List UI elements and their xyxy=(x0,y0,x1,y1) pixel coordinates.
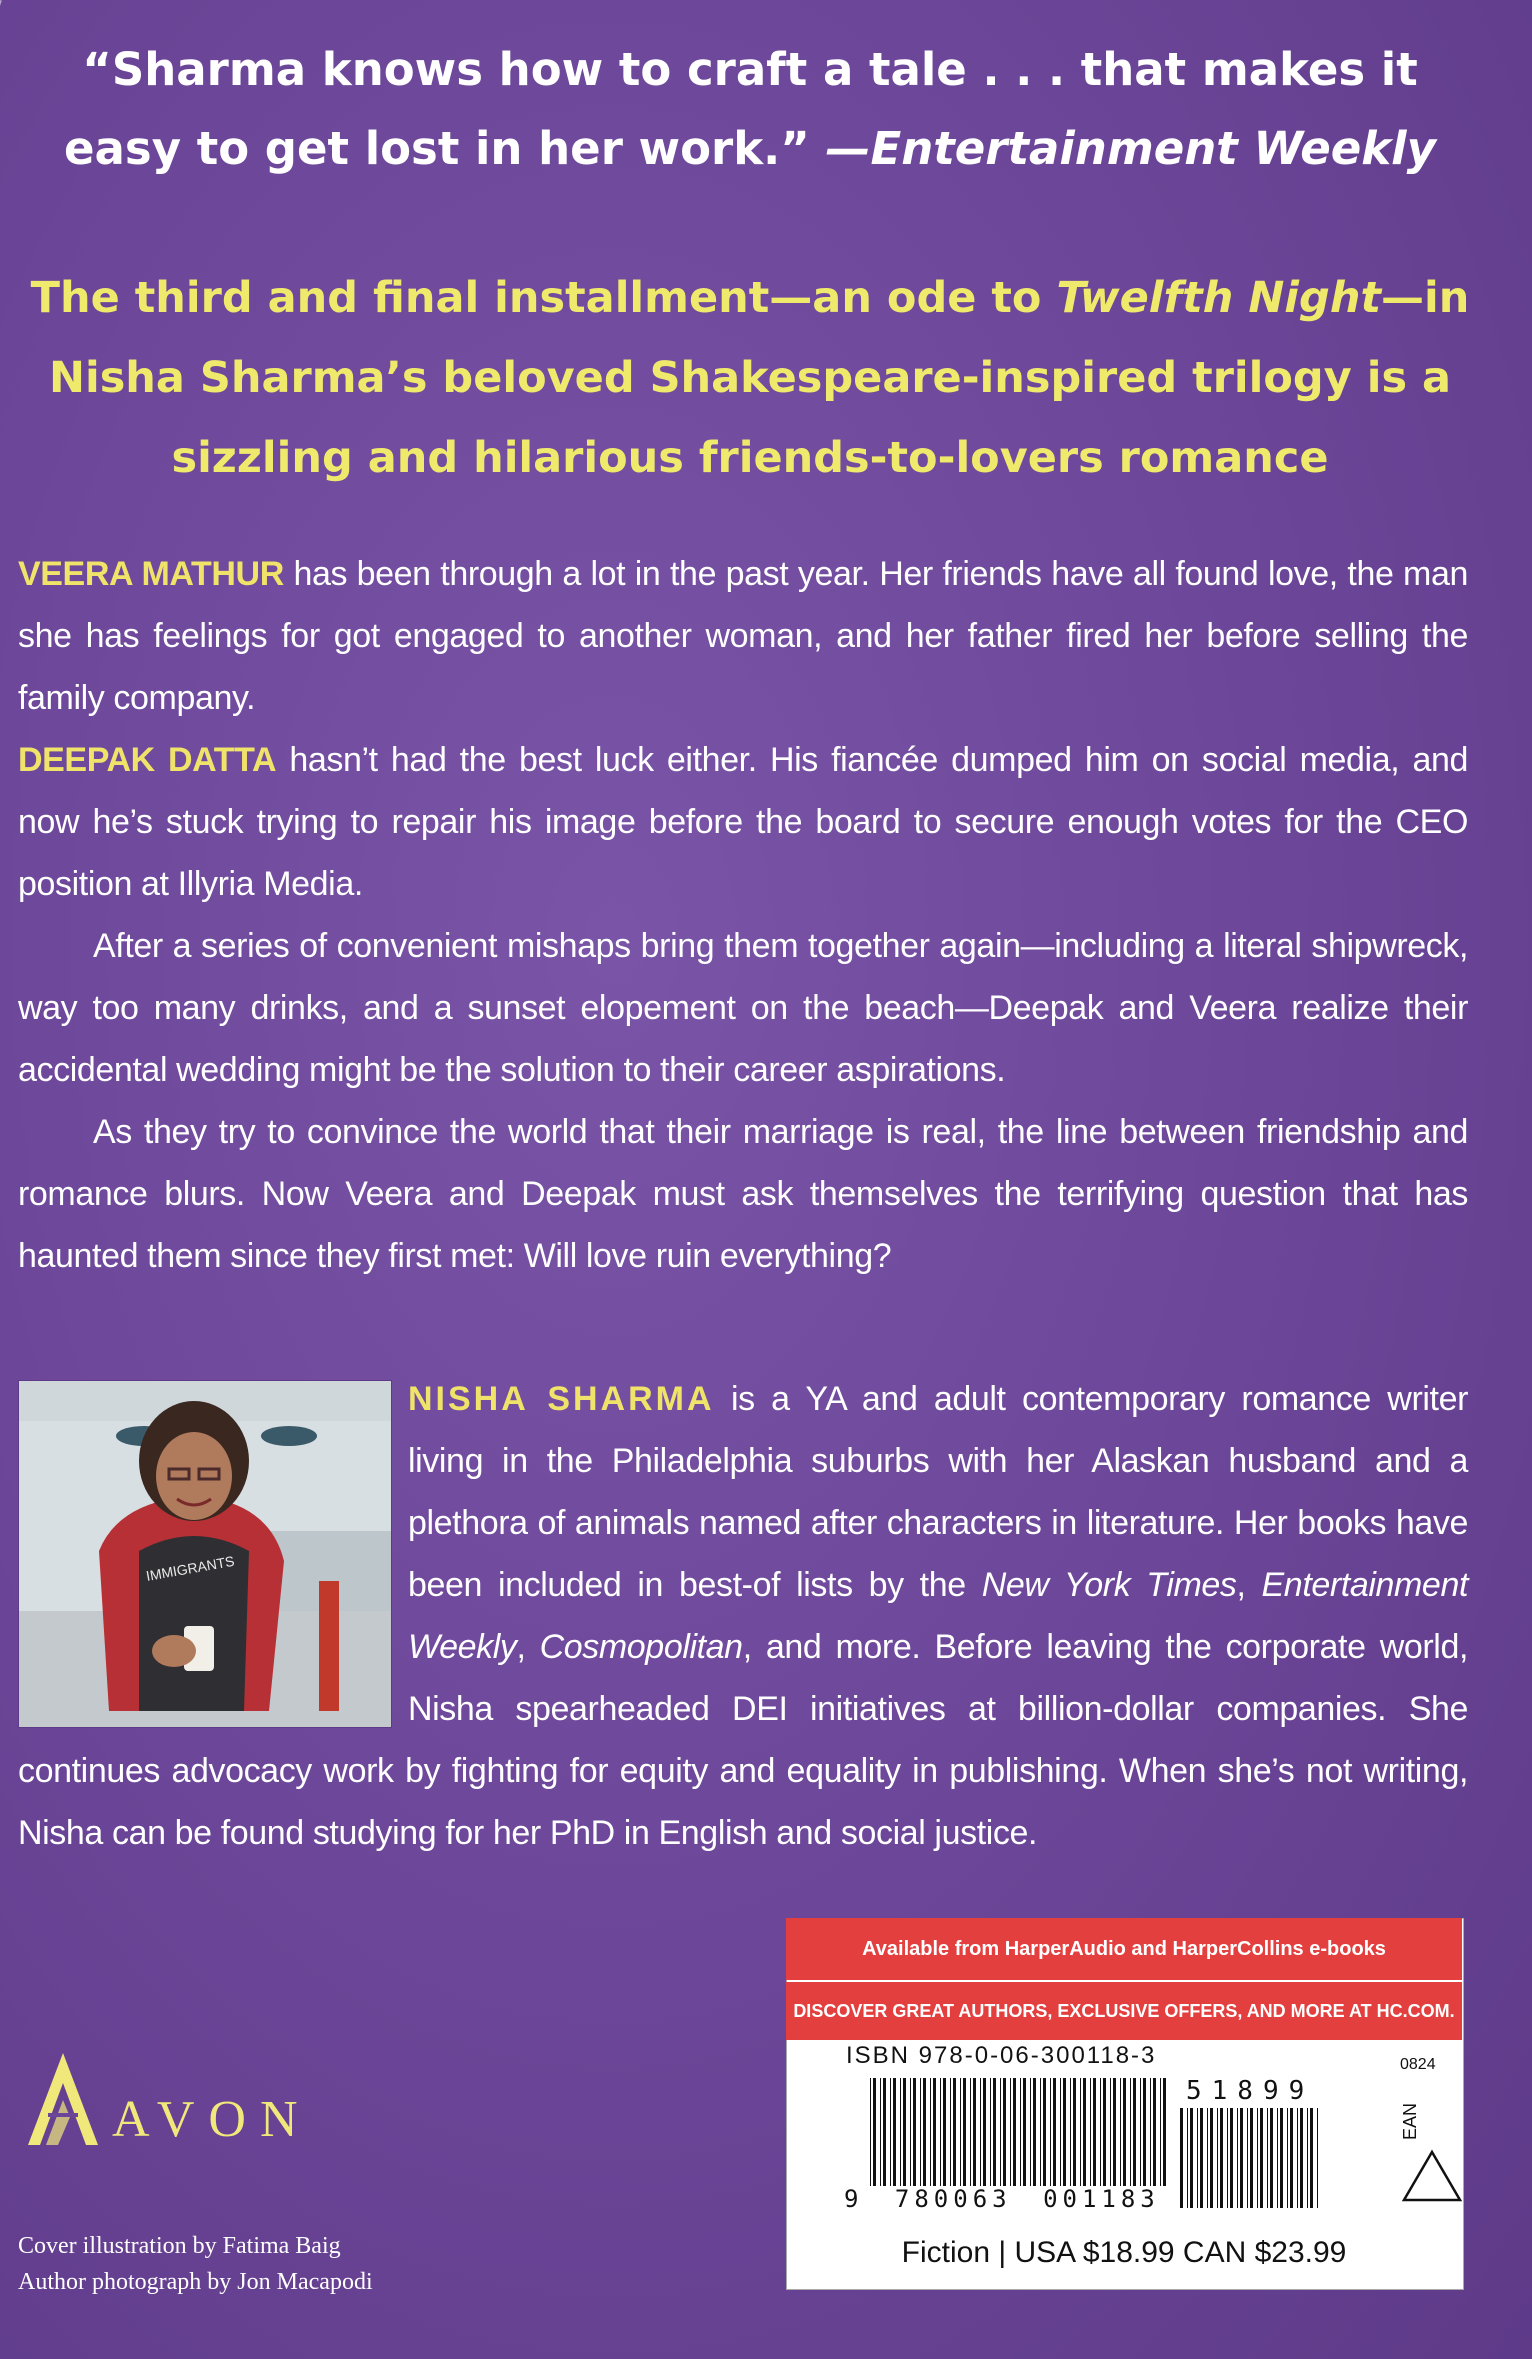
publication-cosmopolitan: Cosmopolitan xyxy=(539,1628,743,1666)
publication-nyt: New York Times xyxy=(981,1566,1237,1604)
barcode-bar xyxy=(1023,2078,1026,2186)
price-code: 0824 xyxy=(1400,2056,1436,2073)
barcode-digit-lead: 9 xyxy=(844,2185,864,2213)
description-para-2 xyxy=(18,729,1468,915)
barcode-bar xyxy=(1090,2078,1091,2186)
character-name-veera: VEERA MATHUR xyxy=(18,555,284,593)
description-para-3: After a series of convenient mishaps bring them together again—including a literal shipwreck, way too many drinks, and a sunset elopement on the beach—Deepak and Veera realize their accidental wedding might be the solution to their career aspirations. xyxy=(18,927,1468,1089)
barcode-bar xyxy=(1140,2078,1141,2186)
barcode-bar xyxy=(913,2078,916,2186)
barcode-bar xyxy=(1187,2108,1188,2208)
barcode-bar xyxy=(1317,2108,1318,2208)
barcode-bar xyxy=(1260,2108,1263,2208)
barcode-bar xyxy=(980,2078,981,2186)
barcode-bar xyxy=(1297,2108,1298,2208)
barcode-bar xyxy=(1153,2078,1156,2186)
barcode-bar xyxy=(1217,2108,1218,2208)
barcode-bar xyxy=(870,2078,871,2186)
barcode-bar xyxy=(1237,2108,1238,2208)
barcode-bar xyxy=(903,2078,906,2186)
barcode-bar xyxy=(1033,2078,1036,2186)
photo-credit: Author photograph by Jon Macapodi xyxy=(18,2269,373,2295)
addon-digits: 51899 xyxy=(1186,2076,1315,2106)
barcode-bar xyxy=(1220,2108,1223,2208)
barcode-bar xyxy=(973,2078,976,2186)
cover-crease xyxy=(0,0,2,179)
barcode-bar xyxy=(943,2078,946,2186)
barcode-bar xyxy=(1103,2078,1106,2186)
barcode-bar xyxy=(1197,2108,1198,2208)
price-line: Fiction | USA $18.99 CAN $23.99 xyxy=(901,2236,1347,2269)
barcode-bar xyxy=(1280,2108,1283,2208)
barcode-bar xyxy=(1003,2078,1006,2186)
discover-banner: DISCOVER GREAT AUTHORS, EXCLUSIVE OFFERS, AND MORE AT HC.COM. xyxy=(786,1982,1462,2040)
barcode-bar xyxy=(1257,2108,1258,2208)
barcode-bar xyxy=(883,2078,886,2186)
barcode-icon xyxy=(870,2078,1170,2188)
description-text-1: has been through a lot in the past year. Her friends have all found love, the man she has feelings for got engaged to another woman, and her father fired her before selling the family company. xyxy=(18,555,1469,717)
description-para-4: As they try to convince the world that their marriage is real, the line between friendship and romance blurs. Now Veera and Deepak must ask themselves the terrifying question that has haunted them since they first met: Will love ruin everything? xyxy=(18,1113,1468,1275)
barcode-bar xyxy=(1277,2108,1278,2208)
barcode-bar xyxy=(923,2078,926,2186)
barcode-bar xyxy=(963,2078,966,2186)
character-name-deepak: DEEPAK DATTA xyxy=(18,741,277,779)
credits xyxy=(18,2228,373,2300)
barcode-bar xyxy=(1160,2078,1161,2186)
barcode-bar xyxy=(1100,2078,1101,2186)
barcode-bar xyxy=(1300,2108,1303,2208)
review-source: —Entertainment Weekly xyxy=(825,122,1436,175)
barcode-bar xyxy=(1290,2108,1293,2208)
barcode-bar xyxy=(1010,2078,1011,2186)
barcode-bar xyxy=(983,2078,986,2186)
barcode-bar xyxy=(1247,2108,1248,2208)
barcode-bar xyxy=(1080,2078,1081,2186)
barcode-bar xyxy=(1200,2108,1203,2208)
barcode-bar xyxy=(970,2078,971,2186)
bio-text-2: , and more. Before leaving the corporate world, Nisha spearheaded DEI initiatives at billion-dollar companies. She continues advocacy work by fighting for equity and equality in publishing. When she’s not writing, Nisha can be found studying for her PhD in English and social justice. xyxy=(18,1628,1469,1852)
barcode-bar xyxy=(1163,2078,1166,2186)
barcode-bar xyxy=(880,2078,881,2186)
barcode-bar xyxy=(940,2078,941,2186)
barcode-bar xyxy=(933,2078,936,2186)
barcode-bar xyxy=(1083,2078,1086,2186)
barcode-bar xyxy=(1123,2078,1126,2186)
barcode-digits-group2: 001183 xyxy=(1043,2185,1160,2213)
book-description xyxy=(18,543,1468,1287)
barcode-bar xyxy=(1000,2078,1001,2186)
barcode-bar xyxy=(1030,2078,1031,2186)
bio-separator-1: , xyxy=(1236,1566,1262,1604)
description-text-2: hasn’t had the best luck either. His fiancée dumped him on social media, and now he’s stuck trying to repair his image before the board to secure enough votes for the CEO position at Illyria Media. xyxy=(18,741,1469,903)
barcode-bar xyxy=(893,2078,896,2186)
barcode-bar xyxy=(1210,2108,1213,2208)
tagline-title: Twelfth Night xyxy=(1056,273,1381,323)
barcode-bar xyxy=(890,2078,891,2186)
barcode-bar xyxy=(1070,2078,1071,2186)
barcode-digits-group1: 780063 xyxy=(894,2185,1012,2213)
isbn-text: ISBN 978-0-06-300118-3 xyxy=(846,2042,1157,2069)
barcode-bar xyxy=(1207,2108,1208,2208)
barcode-bar xyxy=(960,2078,961,2186)
triangle-icon xyxy=(1400,2148,1464,2204)
shirt-text: IMMIGRANTS xyxy=(144,1552,236,1584)
barcode-bar xyxy=(953,2078,956,2186)
author-name: NISHA SHARMA xyxy=(408,1380,715,1418)
barcode-bar xyxy=(1310,2108,1313,2208)
ean-label: EAN xyxy=(1400,2102,1420,2140)
barcode-bar xyxy=(1120,2078,1121,2186)
author-bio xyxy=(18,1368,1468,1864)
review-quote: “Sharma knows how to craft a tale . . . that makes it easy to get lost in her work.” xyxy=(64,43,1418,175)
barcode-bar xyxy=(1133,2078,1136,2186)
barcode-bar xyxy=(1143,2078,1146,2186)
barcode-bar xyxy=(950,2078,951,2186)
barcode-bar xyxy=(1267,2108,1268,2208)
tagline-part1: The third and final installment—an ode to xyxy=(30,273,1057,323)
barcode-bar xyxy=(1180,2108,1183,2208)
barcode-bar xyxy=(1240,2108,1243,2208)
barcode-bar xyxy=(1110,2078,1111,2186)
barcode-bar xyxy=(1307,2108,1308,2208)
barcode-bar xyxy=(873,2078,876,2186)
barcode-bar xyxy=(1230,2108,1233,2208)
barcode-bar xyxy=(1013,2078,1016,2186)
barcode-bar xyxy=(900,2078,901,2186)
barcode-bar xyxy=(990,2078,991,2186)
bio-separator-2: , xyxy=(516,1628,540,1666)
barcode-bar xyxy=(1093,2078,1096,2186)
description-para-1 xyxy=(18,543,1468,729)
barcode-bar xyxy=(1060,2078,1061,2186)
publisher-name: AVON xyxy=(112,2091,312,2148)
cover-credit: Cover illustration by Fatima Baig xyxy=(18,2233,341,2259)
barcode-bar xyxy=(1063,2078,1066,2186)
barcode-bar xyxy=(1113,2078,1116,2186)
availability-banner: Available from HarperAudio and HarperCollins e-books xyxy=(786,1918,1462,1980)
barcode-bar xyxy=(1150,2078,1151,2186)
barcode-bar xyxy=(920,2078,921,2186)
barcode-bar xyxy=(1270,2108,1273,2208)
bio-text-1: is a YA and adult contemporary romance writer living in the Philadelphia suburbs with her Alaskan husband and a plethora of animals named after characters in literature. Her books have been included in best-of lists by the xyxy=(408,1380,1469,1604)
barcode-bar xyxy=(1287,2108,1288,2208)
tagline xyxy=(20,258,1480,498)
barcode-bar xyxy=(1190,2108,1193,2208)
barcode-bar xyxy=(1050,2078,1051,2186)
barcode-bar xyxy=(1227,2108,1228,2208)
barcode-bar xyxy=(1250,2108,1253,2208)
barcode-bar xyxy=(1073,2078,1076,2186)
tagline-part2: —in Nisha Sharma’s beloved Shakespeare-inspired trilogy is a sizzling and hilarious friends-to-lovers romance xyxy=(48,273,1470,483)
review-blurb xyxy=(30,30,1470,188)
barcode-bar xyxy=(1053,2078,1056,2186)
barcode-bar xyxy=(1020,2078,1021,2186)
barcode-bar xyxy=(1040,2078,1041,2186)
barcode-digits xyxy=(844,2185,1160,2213)
barcode-bar xyxy=(993,2078,996,2186)
barcode-bar xyxy=(910,2078,911,2186)
barcode-bar xyxy=(930,2078,931,2186)
barcode-bar xyxy=(1043,2078,1046,2186)
publication-ew: Entertainment Weekly xyxy=(408,1566,1469,1666)
addon-barcode-icon xyxy=(1180,2108,1320,2212)
barcode-bar xyxy=(1130,2078,1131,2186)
